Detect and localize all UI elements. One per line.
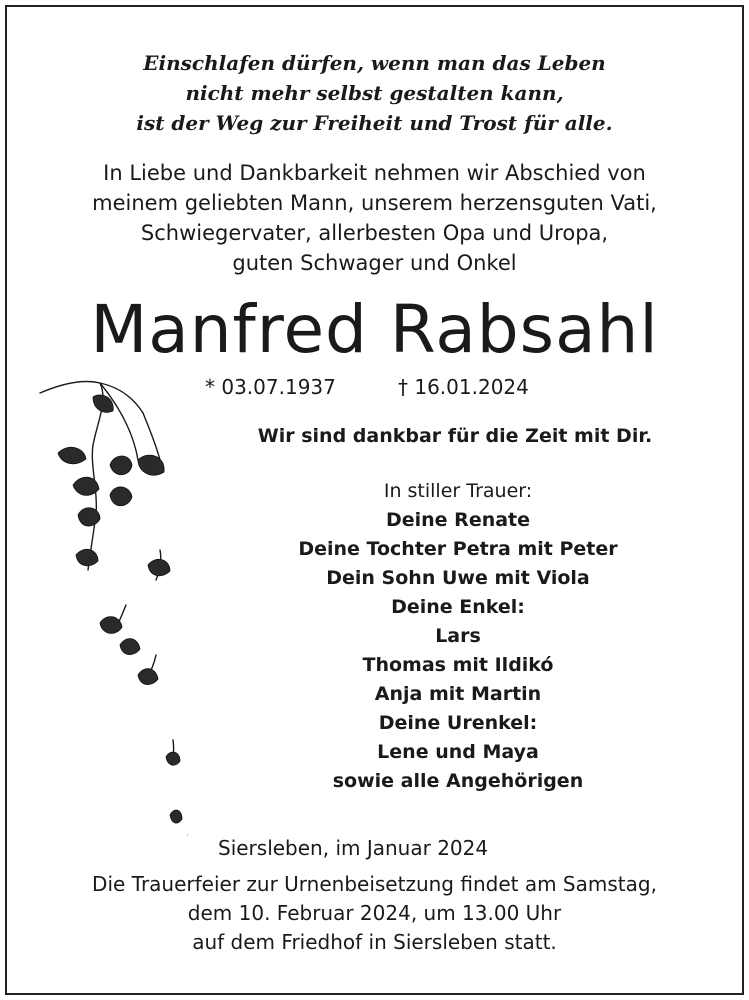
mourner-name: Lars bbox=[435, 625, 481, 647]
funeral-line: auf dem Friedhof in Siersleben statt. bbox=[192, 930, 557, 954]
thanks-line: Wir sind dankbar für die Zeit mit Dir. bbox=[257, 425, 653, 447]
mourner-name: Thomas mit Ildikó bbox=[362, 654, 554, 676]
intro-line: meinem geliebten Mann, unserem herzensguten Vati, bbox=[92, 191, 657, 215]
mourner-name: Anja mit Martin bbox=[374, 683, 542, 705]
quote-line: Einschlafen dürfen, wenn man das Leben bbox=[143, 51, 606, 75]
quote-line: ist der Weg zur Freiheit und Trost für alle. bbox=[136, 111, 613, 135]
funeral-line: Die Trauerfeier zur Urnenbeisetzung findet am Samstag, bbox=[92, 872, 657, 896]
intro-line: In Liebe und Dankbarkeit nehmen wir Abschied von bbox=[103, 161, 646, 185]
mourners-heading: In stiller Trauer: bbox=[383, 480, 533, 502]
mourner-name: Dein Sohn Uwe mit Viola bbox=[326, 567, 590, 589]
mourner-name: Deine Tochter Petra mit Peter bbox=[298, 538, 618, 560]
mourners-list bbox=[208, 477, 708, 796]
opening-quote bbox=[0, 48, 749, 138]
mourner-name: Lene und Maya bbox=[377, 741, 539, 763]
mourner-name: sowie alle Angehörigen bbox=[332, 770, 584, 792]
intro-line: guten Schwager und Onkel bbox=[232, 251, 517, 275]
intro-line: Schwiegervater, allerbesten Opa und Uropa, bbox=[140, 221, 609, 245]
quote-line: nicht mehr selbst gestalten kann, bbox=[185, 81, 564, 105]
deceased-name: Manfred Rabsahl bbox=[90, 291, 659, 368]
death-date: † 16.01.2024 bbox=[398, 375, 529, 399]
birth-date: * 03.07.1937 bbox=[205, 375, 336, 399]
funeral-line: dem 10. Februar 2024, um 13.00 Uhr bbox=[187, 901, 562, 925]
funeral-info bbox=[0, 870, 749, 957]
mourner-name: Deine Urenkel: bbox=[378, 712, 538, 734]
mourner-name: Deine Enkel: bbox=[391, 596, 525, 618]
intro-text bbox=[0, 158, 749, 278]
mourner-name: Deine Renate bbox=[385, 509, 531, 531]
place-date: Siersleben, im Januar 2024 bbox=[218, 836, 489, 860]
birch-branch-illustration bbox=[38, 375, 188, 855]
